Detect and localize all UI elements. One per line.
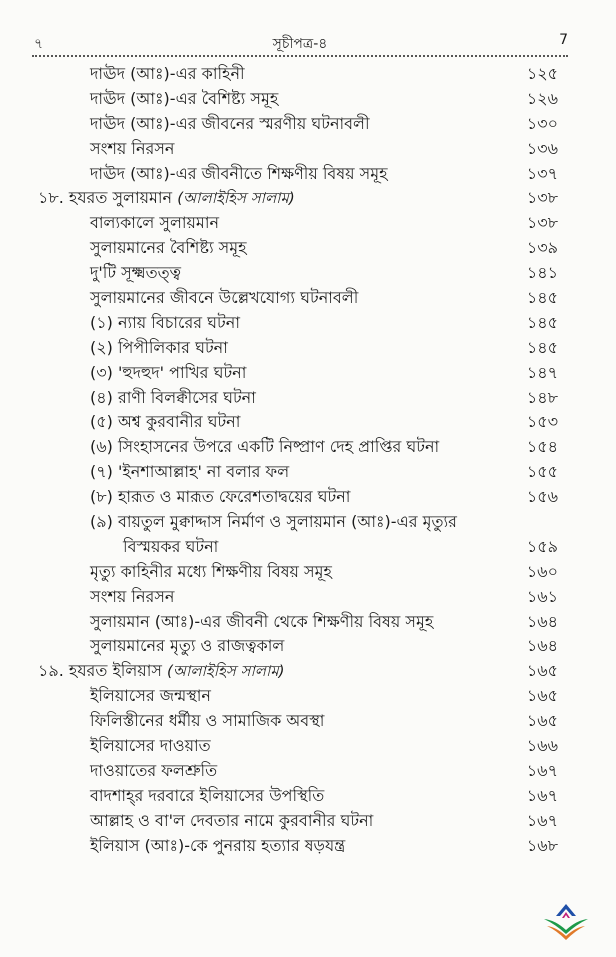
toc-entry-text: (৩) 'হুদহুদ' পাখির ঘটনা xyxy=(90,362,247,382)
toc-entry-text: বিস্ময়কর ঘটনা xyxy=(123,536,219,556)
toc-entry-title xyxy=(90,585,174,610)
toc-entry-text: সংশয় নিরসন xyxy=(90,138,175,158)
toc-page-number: ১৩৯ xyxy=(526,238,558,258)
toc-entry-title xyxy=(90,236,247,261)
toc-page-number: ১৫৫ xyxy=(526,462,558,482)
toc-entry-text: (৭) 'ইনশাআল্লাহ' না বলার ফল xyxy=(90,462,290,482)
toc-entry-text: (৮) হারূত ও মারূত ফেরেশতাদ্বয়ের ঘটনা xyxy=(90,487,351,507)
toc-entry xyxy=(0,684,616,709)
toc-section-heading xyxy=(0,659,616,684)
toc-entry-title xyxy=(90,485,350,510)
toc-entry-title xyxy=(90,634,284,659)
toc-entry xyxy=(0,834,616,859)
toc-entry xyxy=(0,510,616,535)
toc-page-number: ১৪৮ xyxy=(526,387,558,407)
toc-page-number: ১৬৭ xyxy=(526,810,558,830)
toc-page-number: ১২৬ xyxy=(526,88,558,108)
toc-page-number: ১৫৯ xyxy=(526,536,558,556)
logo-green-wing xyxy=(544,919,588,934)
toc-entry-title xyxy=(90,460,289,485)
toc-page-number: ১৫৬ xyxy=(526,487,558,507)
toc-entry xyxy=(0,361,616,386)
page-number: 7 xyxy=(559,32,568,48)
toc-entry-text: দাঊদ (আঃ)-এর কাহিনী xyxy=(90,64,245,83)
toc-entry-text: (২) পিপীলিকার ঘটনা xyxy=(90,337,228,357)
toc-entry xyxy=(0,435,616,460)
toc-entry-title xyxy=(90,336,228,361)
toc-page-number: ১৫৩ xyxy=(526,412,558,432)
toc-entry-text: দাওয়াতের ফলশ্রুতি xyxy=(90,760,218,780)
toc-page-number: ১৬৪ xyxy=(526,611,558,631)
toc-entry-text: ১৮. হযরত সুলায়মান xyxy=(38,188,173,208)
toc-page-number: ১৬০ xyxy=(526,561,558,581)
toc-entry xyxy=(0,261,616,286)
toc-entry-title xyxy=(90,162,388,187)
toc-entry-title xyxy=(90,809,373,834)
toc-page-number: ১৫৪ xyxy=(526,437,558,457)
toc-page-number: ১৩৭ xyxy=(526,163,558,183)
toc-entry xyxy=(0,784,616,809)
toc-entry xyxy=(0,162,616,187)
toc-entry-title xyxy=(90,759,217,784)
toc-section-heading xyxy=(0,186,616,211)
toc-page-number: ১৬৭ xyxy=(526,785,558,805)
toc-page-number: ১৬৫ xyxy=(526,661,558,681)
toc-entry xyxy=(0,87,616,112)
toc-entry xyxy=(0,610,616,635)
toc-entry xyxy=(0,460,616,485)
toc-entry xyxy=(0,634,616,659)
toc-section-honorific: (আলাইহিস সালাম) xyxy=(177,189,295,208)
toc-page-number: ১৬৫ xyxy=(526,711,558,731)
page-header xyxy=(32,28,568,52)
toc-entry-title xyxy=(90,510,457,535)
toc-entry-title xyxy=(90,784,324,809)
header-dotted-divider xyxy=(32,55,568,57)
toc-entry-title xyxy=(90,410,240,435)
toc-entry xyxy=(0,311,616,336)
toc-entry xyxy=(0,759,616,784)
toc-entry-text: ফিলিস্তীনের ধর্মীয় ও সামাজিক অবস্থা xyxy=(90,711,325,731)
toc-entry-text: দাঊদ (আঃ)-এর বৈশিষ্ট্য সমূহ xyxy=(90,88,279,108)
toc-entry-title xyxy=(38,659,285,684)
toc-entry xyxy=(0,709,616,734)
bengali-page-number: ৭ xyxy=(34,36,44,52)
toc-entry-title xyxy=(38,186,295,211)
toc-entry xyxy=(0,560,616,585)
toc-entry-title xyxy=(90,137,174,162)
toc-page-number: ১৪৫ xyxy=(526,337,558,357)
toc-entry-text: (৪) রাণী বিলক্বীসের ঘটনা xyxy=(90,387,256,407)
toc-page-number: ১৩৬ xyxy=(526,138,558,158)
toc-entry-text: দাঊদ (আঃ)-এর জীবনের স্মরণীয় ঘটনাবলী xyxy=(90,113,370,133)
toc-page-number: ১৬৪ xyxy=(526,636,558,656)
toc-entry-title xyxy=(90,610,433,635)
toc-entry-title xyxy=(90,684,211,709)
toc-entry xyxy=(0,734,616,759)
toc-entry-text: (৫) অশ্ব কুরবানীর ঘটনা xyxy=(90,412,241,432)
toc-entry-text: সুলায়মানের জীবনে উল্লেখযোগ্য ঘটনাবলী xyxy=(90,288,359,308)
toc-entry-text: আল্লাহ ও বা'ল দেবতার নামে কুরবানীর ঘটনা xyxy=(90,810,374,830)
table-of-contents xyxy=(0,62,616,859)
toc-entry-text: ইলিয়াসের দাওয়াত xyxy=(90,736,211,756)
toc-entry xyxy=(0,286,616,311)
toc-page-number: ১৩০ xyxy=(526,113,558,133)
toc-entry-text: ইলিয়াসের জন্মস্থান xyxy=(90,686,211,706)
toc-entry-title xyxy=(90,62,245,87)
toc-entry xyxy=(0,62,616,87)
toc-entry-title xyxy=(90,734,211,759)
toc-entry-text: দু'টি সূক্ষ্মতত্ত্ব xyxy=(90,263,182,283)
toc-page-number: ১৬৫ xyxy=(526,686,558,706)
toc-page-number: ১৬৭ xyxy=(526,760,558,780)
toc-page-number: ১৬১ xyxy=(526,586,558,606)
toc-entry-title xyxy=(90,261,181,286)
toc-entry-title xyxy=(90,87,278,112)
toc-entry-text: বাদশাহ্‌র দরবারে ইলিয়াসের উপস্থিতি xyxy=(90,785,325,805)
toc-page-number: ১৩৮ xyxy=(526,188,558,208)
toc-entry-text: বাল্যকালে সুলায়মান xyxy=(90,213,220,233)
toc-entry xyxy=(0,137,616,162)
toc-entry-text: (৬) সিংহাসনের উপরে একটি নিষ্প্রাণ দেহ প্রাপ্তির ঘটনা xyxy=(90,437,440,457)
toc-entry-text: মৃত্যু কাহিনীর মধ্যে শিক্ষণীয় বিষয় সমূহ xyxy=(90,561,332,581)
toc-entry xyxy=(0,585,616,610)
toc-entry-text: দাঊদ (আঃ)-এর জীবনীতে শিক্ষণীয় বিষয় সমূহ xyxy=(90,163,388,183)
toc-entry-title xyxy=(123,535,218,560)
toc-page-number: ১২৫ xyxy=(526,64,558,83)
toc-section-honorific: (আলাইহিস সালাম) xyxy=(167,662,285,681)
toc-entry-text: (১) ন্যায় বিচারের ঘটনা xyxy=(90,312,240,332)
toc-entry-title xyxy=(90,211,219,236)
toc-entry xyxy=(0,112,616,137)
page-title: সূচীপত্র-৪ xyxy=(272,36,328,52)
toc-page-number: ১৪৫ xyxy=(526,288,558,308)
logo-magenta-chevron xyxy=(562,912,570,918)
toc-entry-text: সংশয় নিরসন xyxy=(90,586,175,606)
toc-page-number: ১৬৬ xyxy=(526,736,558,756)
toc-entry-text: ১৯. হযরত ইলিয়াস xyxy=(38,661,162,681)
toc-entry-title xyxy=(90,361,246,386)
toc-entry-title xyxy=(90,311,240,336)
toc-entry-title xyxy=(90,286,358,311)
open-book-logo-icon xyxy=(541,902,591,942)
toc-entry-title xyxy=(90,112,370,137)
toc-entry-title xyxy=(90,709,324,734)
toc-entry xyxy=(0,485,616,510)
toc-entry xyxy=(0,809,616,834)
toc-entry-text: সুলায়মান (আঃ)-এর জীবনী থেকে শিক্ষণীয় বিষয় সমূহ xyxy=(90,611,434,631)
toc-entry-text: সুলায়মানের মৃত্যু ও রাজত্বকাল xyxy=(90,636,285,656)
toc-entry-title xyxy=(90,560,332,585)
toc-entry xyxy=(0,211,616,236)
toc-entry-text: ইলিয়াস (আঃ)-কে পুনরায় হত্যার ষড়যন্ত্র xyxy=(90,835,346,855)
toc-entry-text: (৯) বায়তুল মুক্বাদ্দাস নির্মাণ ও সুলায়মান (আঃ)-এর মৃত্যুর xyxy=(90,512,457,532)
toc-entry-text: সুলায়মানের বৈশিষ্ট্য সমূহ xyxy=(90,238,247,258)
toc-entry xyxy=(0,410,616,435)
toc-entry xyxy=(0,535,616,560)
toc-entry-title xyxy=(90,386,256,411)
toc-entry xyxy=(0,386,616,411)
toc-entry xyxy=(0,236,616,261)
toc-entry xyxy=(0,336,616,361)
toc-page-number: ১৬৮ xyxy=(526,835,558,855)
toc-entry-title xyxy=(90,834,345,859)
toc-page-number: ১৪৭ xyxy=(526,362,558,382)
toc-page-number: ১৪৫ xyxy=(526,312,558,332)
toc-page-number: ১৩৮ xyxy=(526,213,558,233)
toc-page-number: ১৪১ xyxy=(526,263,558,283)
toc-entry-title xyxy=(90,435,439,460)
